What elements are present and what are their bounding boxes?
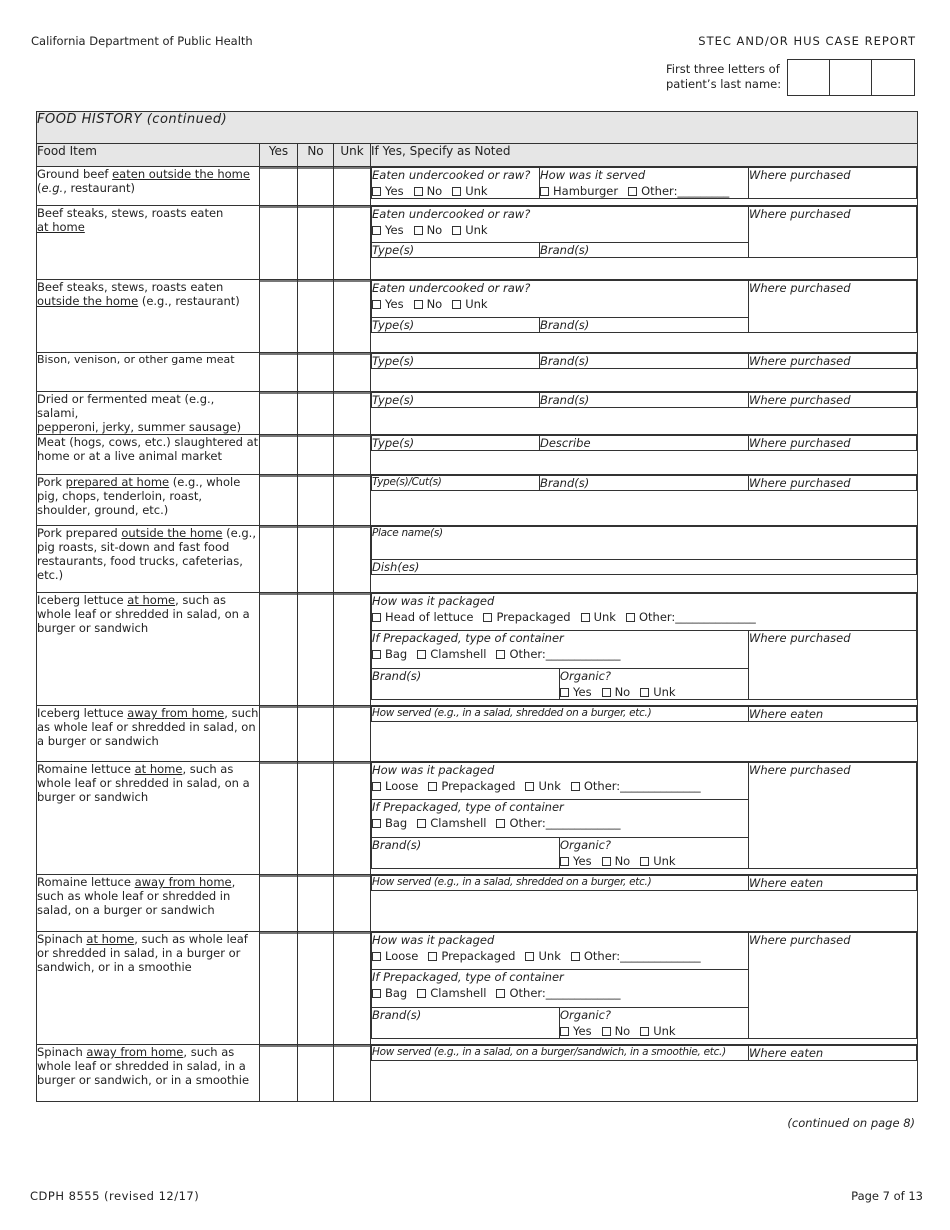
lastname-letter-2[interactable] <box>830 60 872 95</box>
col-specify: If Yes, Specify as Noted <box>371 144 918 167</box>
page-number: Page 7 of 13 <box>851 1189 923 1203</box>
field-label: How was it packaged <box>372 594 495 608</box>
how-served-field[interactable]: How served (e.g., in a salad, shredded on a burger, etc.) <box>372 876 652 888</box>
types-cuts-field[interactable]: Type(s)/Cut(s) <box>372 476 442 488</box>
yes-box[interactable] <box>260 475 297 477</box>
column-header-row <box>37 144 918 167</box>
field-label: Eaten undercooked or raw? <box>372 207 531 221</box>
table-row <box>37 706 918 762</box>
types-field[interactable]: Type(s) <box>372 354 415 368</box>
table-row <box>37 353 918 392</box>
food-history-table <box>36 111 918 1102</box>
brands-field[interactable]: Brand(s) <box>540 354 590 368</box>
option-bag[interactable]: Bag <box>372 816 407 830</box>
no-box[interactable] <box>298 526 333 528</box>
table-row <box>37 280 918 353</box>
yes-box[interactable] <box>260 353 297 355</box>
option-loose[interactable]: Loose <box>372 949 418 963</box>
option-loose[interactable]: Loose <box>372 779 418 793</box>
unk-box[interactable] <box>334 167 370 169</box>
where-purchased-field[interactable]: Where purchased <box>749 354 851 368</box>
yes-box[interactable] <box>260 392 297 394</box>
option-clamshell[interactable]: Clamshell <box>417 647 486 661</box>
where-purchased-field[interactable]: Where purchased <box>749 436 851 450</box>
no-box[interactable] <box>298 435 333 437</box>
where-purchased-field[interactable]: Where purchased <box>749 168 851 182</box>
option-clamshell[interactable]: Clamshell <box>417 986 486 1000</box>
option-other[interactable]: Other:______________ <box>571 949 701 963</box>
food-item-label: Beef steaks, stews, roasts eaten at home <box>37 206 260 280</box>
types-field[interactable]: Type(s) <box>372 318 415 332</box>
brands-field[interactable]: Brand(s) <box>372 669 422 683</box>
where-purchased-field[interactable]: Where purchased <box>749 631 851 645</box>
no-box[interactable] <box>298 392 333 394</box>
food-item-label: Ground beef eaten outside the home (e.g., restaurant) <box>37 167 260 206</box>
option-prepackaged[interactable]: Prepackaged <box>428 779 515 793</box>
option-yes[interactable]: Yes <box>560 685 592 699</box>
option-unk[interactable]: Unk <box>452 223 487 237</box>
no-box[interactable] <box>298 1045 333 1047</box>
yes-box[interactable] <box>260 932 297 934</box>
option-other[interactable]: Other:_____________ <box>496 986 620 1000</box>
table-row <box>37 762 918 875</box>
field-label: How was it packaged <box>372 933 495 947</box>
field-label: If Prepackaged, type of container <box>372 631 564 645</box>
option-yes[interactable]: Yes <box>560 854 592 868</box>
where-purchased-field[interactable]: Where purchased <box>749 281 851 295</box>
yes-box[interactable] <box>260 762 297 764</box>
lastname-label-line1: First three letters of <box>666 62 780 76</box>
types-field[interactable]: Type(s) <box>372 243 415 257</box>
option-unk[interactable]: Unk <box>452 184 487 198</box>
option-prepackaged[interactable]: Prepackaged <box>483 610 570 624</box>
where-purchased-field[interactable]: Where purchased <box>749 476 851 490</box>
field-label: Eaten undercooked or raw? <box>372 281 531 295</box>
lastname-letter-3[interactable] <box>872 60 914 95</box>
unk-box[interactable] <box>334 875 370 877</box>
brands-field[interactable]: Brand(s) <box>372 1008 422 1022</box>
table-row <box>37 526 918 593</box>
option-hamburger[interactable]: Hamburger <box>540 184 618 198</box>
food-item-label: Pork prepared at home (e.g., whole pig, chops, tenderloin, roast, shoulder, ground, etc.) <box>37 475 260 526</box>
table-row <box>37 167 918 206</box>
field-label: How was it packaged <box>372 763 495 777</box>
option-other[interactable]: Other:______________ <box>571 779 701 793</box>
how-served-field[interactable]: How served (e.g., in a salad, on a burger/sandwich, in a smoothie, etc.) <box>372 1046 726 1058</box>
no-box[interactable] <box>298 280 333 282</box>
no-box[interactable] <box>298 206 333 208</box>
dishes-field[interactable]: Dish(es) <box>372 560 420 574</box>
yes-box[interactable] <box>260 167 297 169</box>
where-purchased-field[interactable]: Where purchased <box>749 393 851 407</box>
field-label: Eaten undercooked or raw? <box>372 168 531 182</box>
where-eaten-field[interactable]: Where eaten <box>749 707 824 721</box>
yes-box[interactable] <box>260 706 297 708</box>
table-row <box>37 475 918 526</box>
yes-box[interactable] <box>260 1045 297 1047</box>
report-title: STEC AND/OR HUS CASE REPORT <box>698 34 916 48</box>
option-no[interactable]: No <box>602 1024 631 1038</box>
no-box[interactable] <box>298 932 333 934</box>
food-item-label: Spinach away from home, such as whole leaf or shredded in salad, in a burger or sandwich, or in a smoothie <box>37 1045 260 1102</box>
option-other[interactable]: Other:_________ <box>628 184 729 198</box>
table-row <box>37 392 918 435</box>
unk-box[interactable] <box>334 475 370 477</box>
field-label: Organic? <box>560 838 612 852</box>
field-label: Organic? <box>560 669 612 683</box>
field-label: If Prepackaged, type of container <box>372 970 564 984</box>
yes-box[interactable] <box>260 435 297 437</box>
yes-box[interactable] <box>260 280 297 282</box>
brands-field[interactable]: Brand(s) <box>540 243 590 257</box>
food-item-label: Romaine lettuce at home, such as whole leaf or shredded in salad, on a burger or sandwich <box>37 762 260 875</box>
field-label: How was it served <box>540 168 646 182</box>
no-box[interactable] <box>298 353 333 355</box>
section-title-row <box>37 112 918 144</box>
lastname-label <box>666 62 781 92</box>
field-label: Organic? <box>560 1008 612 1022</box>
where-eaten-field[interactable]: Where eaten <box>749 876 824 890</box>
food-item-label: Meat (hogs, cows, etc.) slaughtered at home or at a live animal market <box>37 435 260 475</box>
col-yes: Yes <box>260 144 298 167</box>
brands-field[interactable]: Brand(s) <box>540 476 590 490</box>
types-field[interactable]: Type(s) <box>372 393 415 407</box>
no-box[interactable] <box>298 167 333 169</box>
option-no[interactable]: No <box>414 223 443 237</box>
where-purchased-field[interactable]: Where purchased <box>749 207 851 221</box>
option-other[interactable]: Other:______________ <box>626 610 756 624</box>
unk-box[interactable] <box>334 353 370 355</box>
brands-field[interactable]: Brand(s) <box>540 393 590 407</box>
where-eaten-field[interactable]: Where eaten <box>749 1046 824 1060</box>
food-item-label: Beef steaks, stews, roasts eaten outside the home (e.g., restaurant) <box>37 280 260 353</box>
unk-box[interactable] <box>334 762 370 764</box>
yes-box[interactable] <box>260 875 297 877</box>
agency-name: California Department of Public Health <box>31 34 253 48</box>
section-title: FOOD HISTORY (continued) <box>37 112 918 144</box>
option-clamshell[interactable]: Clamshell <box>417 816 486 830</box>
unk-box[interactable] <box>334 706 370 708</box>
option-prepackaged[interactable]: Prepackaged <box>428 949 515 963</box>
option-bag[interactable]: Bag <box>372 647 407 661</box>
no-box[interactable] <box>298 593 333 595</box>
option-yes[interactable]: Yes <box>372 184 404 198</box>
food-item-label: Iceberg lettuce at home, such as whole leaf or shredded in salad, on a burger or sandwich <box>37 593 260 706</box>
describe-field[interactable]: Describe <box>540 436 591 450</box>
option-bag[interactable]: Bag <box>372 986 407 1000</box>
col-no: No <box>298 144 334 167</box>
place-names-field[interactable]: Place name(s) <box>372 527 443 539</box>
food-item-label: Pork prepared outside the home (e.g., pig roasts, sit-down and fast food restaurants, food trucks, cafeterias, etc.) <box>37 526 260 593</box>
option-unk[interactable]: Unk <box>640 1024 675 1038</box>
option-yes[interactable]: Yes <box>560 1024 592 1038</box>
table-row <box>37 932 918 1045</box>
food-item-label: Bison, venison, or other game meat <box>37 353 260 392</box>
food-item-label: Dried or fermented meat (e.g., salami, pepperoni, jerky, summer sausage) <box>37 392 260 435</box>
field-label: If Prepackaged, type of container <box>372 800 564 814</box>
yes-box[interactable] <box>260 593 297 595</box>
food-item-label: Iceberg lettuce away from home, such as whole leaf or shredded in salad, on a burger or sandwich <box>37 706 260 762</box>
col-unk: Unk <box>334 144 371 167</box>
option-unk[interactable]: Unk <box>452 297 487 311</box>
option-unk[interactable]: Unk <box>525 779 560 793</box>
table-row <box>37 593 918 706</box>
brands-field[interactable]: Brand(s) <box>540 318 590 332</box>
unk-box[interactable] <box>334 526 370 528</box>
table-row <box>37 206 918 280</box>
option-yes[interactable]: Yes <box>372 223 404 237</box>
option-no[interactable]: No <box>414 184 443 198</box>
how-served-field[interactable]: How served (e.g., in a salad, shredded on a burger, etc.) <box>372 707 652 719</box>
col-food-item: Food Item <box>37 144 260 167</box>
lastname-boxes <box>787 59 915 96</box>
continued-note: (continued on page 8) <box>787 1116 915 1130</box>
option-yes[interactable]: Yes <box>372 297 404 311</box>
option-unk[interactable]: Unk <box>525 949 560 963</box>
yes-box[interactable] <box>260 206 297 208</box>
unk-box[interactable] <box>334 1045 370 1047</box>
no-box[interactable] <box>298 875 333 877</box>
option-other[interactable]: Other:_____________ <box>496 816 620 830</box>
brands-field[interactable]: Brand(s) <box>372 838 422 852</box>
unk-box[interactable] <box>334 280 370 282</box>
option-head-of-lettuce[interactable]: Head of lettuce <box>372 610 473 624</box>
option-no[interactable]: No <box>602 854 631 868</box>
option-no[interactable]: No <box>414 297 443 311</box>
table-row <box>37 1045 918 1102</box>
lastname-letter-1[interactable] <box>788 60 830 95</box>
where-purchased-field[interactable]: Where purchased <box>749 763 851 777</box>
unk-box[interactable] <box>334 435 370 437</box>
unk-box[interactable] <box>334 593 370 595</box>
option-unk[interactable]: Unk <box>640 854 675 868</box>
table-row <box>37 875 918 932</box>
food-item-label: Romaine lettuce away from home, such as whole leaf or shredded in salad, on a burger or sandwich <box>37 875 260 932</box>
option-other[interactable]: Other:_____________ <box>496 647 620 661</box>
option-unk[interactable]: Unk <box>581 610 616 624</box>
form-id: CDPH 8555 (revised 12/17) <box>30 1189 200 1203</box>
where-purchased-field[interactable]: Where purchased <box>749 933 851 947</box>
unk-box[interactable] <box>334 392 370 394</box>
lastname-label-line2: patient’s last name: <box>666 77 782 91</box>
no-box[interactable] <box>298 762 333 764</box>
table-row <box>37 435 918 475</box>
food-item-label: Spinach at home, such as whole leaf or shredded in salad, in a burger or sandwich, or in a smoothie <box>37 932 260 1045</box>
option-no[interactable]: No <box>602 685 631 699</box>
no-box[interactable] <box>298 475 333 477</box>
option-unk[interactable]: Unk <box>640 685 675 699</box>
types-field[interactable]: Type(s) <box>372 436 415 450</box>
unk-box[interactable] <box>334 932 370 934</box>
unk-box[interactable] <box>334 206 370 208</box>
yes-box[interactable] <box>260 526 297 528</box>
no-box[interactable] <box>298 706 333 708</box>
